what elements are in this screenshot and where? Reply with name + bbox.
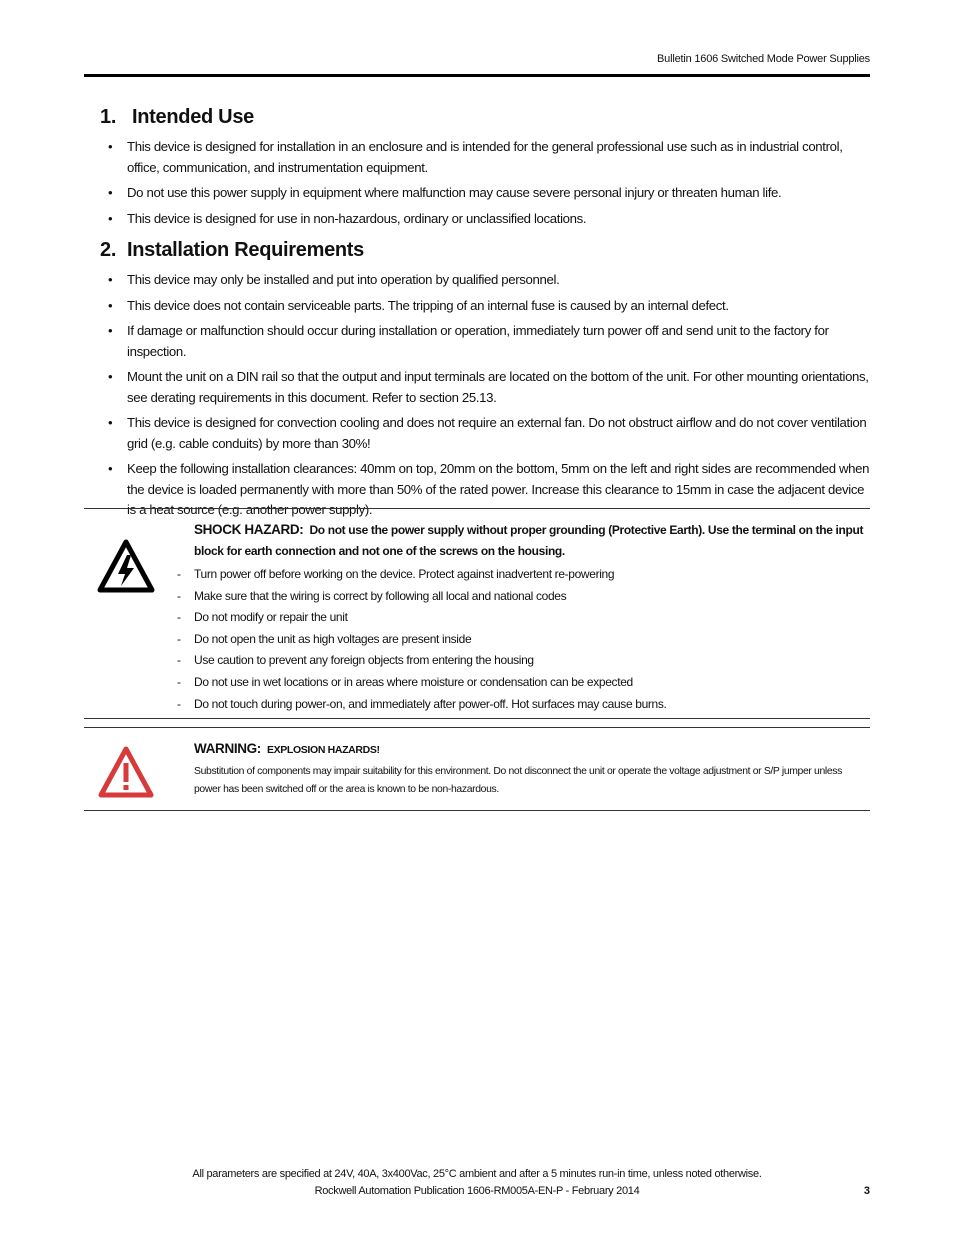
list-item: - Use caution to prevent any foreign objects from entering the housing [194,650,866,672]
shock-hazard-label: SHOCK HAZARD: [194,522,304,537]
exclamation-warning-icon [96,744,156,805]
list-item: • Mount the unit on a DIN rail so that the output and input terminals are located on the bottom of the unit. For other mounting orientations, see derating requirements in this document. Refer to section 25.13. [100,367,872,408]
list-item: • Do not use this power supply in equipment where malfunction may cause severe personal injury or threaten human life. [100,183,872,204]
explosion-warning-box [84,727,870,811]
main-content [100,106,872,531]
bullet-list [100,137,872,229]
list-item: - Do not modify or repair the unit [194,607,866,629]
list-item: - Do not use in wet locations or in areas where moisture or condensation can be expected [194,672,866,694]
list-item: • This device is designed for convection cooling and does not require an external fan. Do not obstruct airflow and do not cover ventilation grid (e.g. cable conduits) by more than 30%! [100,413,872,454]
section-number: 2. [100,239,117,261]
running-header: Bulletin 1606 Switched Mode Power Supplies [657,53,870,65]
warning-heading [194,738,866,761]
section-intended-use [100,106,872,229]
list-item: • This device may only be installed and put into operation by qualified personnel. [100,270,872,291]
warning-subtitle: EXPLOSION HAZARDS! [266,744,380,756]
list-item: • This device is designed for installation in an enclosure and is intended for the general professional use such as in industrial control, office, communication, and instrumentation equipment. [100,137,872,178]
shock-hazard-body [194,519,866,715]
list-item: • This device does not contain serviceable parts. The tripping of an internal fuse is caused by an internal defect. [100,296,872,317]
section-title: Installation Requirements [127,239,364,261]
section-title: Intended Use [132,106,254,128]
shock-hazard-heading [194,519,866,562]
list-item: - Do not touch during power-on, and immediately after power-off. Hot surfaces may cause burns. [194,694,866,716]
shock-hazard-list [194,564,866,715]
section-installation-requirements [100,239,872,521]
list-item: • If damage or malfunction should occur during installation or operation, immediately turn power off and send unit to the factory for inspection. [100,321,872,362]
bullet-list [100,270,872,521]
section-heading [100,106,872,129]
section-heading [100,239,872,262]
footer-note: All parameters are specified at 24V, 40A, 3x400Vac, 25°C ambient and after a 5 minutes run-in time, unless noted otherwise. [192,1168,762,1180]
shock-hazard-box [84,508,870,719]
list-item: - Do not open the unit as high voltages are present inside [194,629,866,651]
list-item: • Keep the following installation clearances: 40mm on top, 20mm on the bottom, 5mm on the left and right sides are recommended when the device is loaded permanently with more than 50% of the rated power. Increase this clearance to 15mm in case the adjacent device is a heat source (e.g. another power supply). [100,459,872,521]
list-item: - Turn power off before working on the device. Protect against inadvertent re-powering [194,564,866,586]
warning-label: WARNING: [194,741,261,756]
shock-hazard-text: Do not use the power supply without proper grounding (Protective Earth). Use the terminal on the input block for earth connection and not one of the screws on the housing. [194,523,864,558]
footer-publication: Rockwell Automation Publication 1606-RM005A-EN-P - February 2014 [314,1185,640,1197]
warning-text: Substitution of components may impair suitability for this environment. Do not disconnect the unit or operate the voltage adjustment or S/P jumper unless power has been switched off or the area is known to be non-hazardous. [194,766,842,795]
electric-shock-warning-icon [96,538,156,599]
warning-body [194,738,866,799]
page-number: 3 [863,1185,870,1197]
list-item: • This device is designed for use in non-hazardous, ordinary or unclassified locations. [100,209,872,230]
section-number: 1. [100,106,117,128]
list-item: - Make sure that the wiring is correct by following all local and national codes [194,586,866,608]
header-divider [84,74,870,77]
